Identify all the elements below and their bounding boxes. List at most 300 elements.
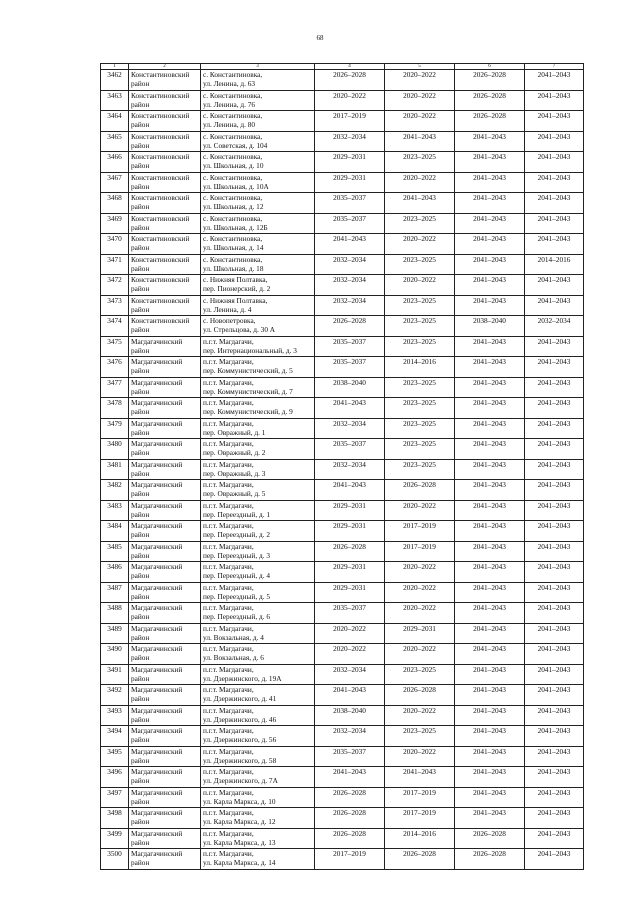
table-row: [101, 746, 584, 767]
address-cell-line: ул. Вокзальная, д. 4: [203, 632, 264, 642]
period-cell-5: 2023–2025: [385, 439, 455, 460]
address-cell-line: пер. Овражный, д. 3: [203, 468, 266, 478]
address-cell-line: с. Константиновка,: [203, 70, 263, 79]
row-number-cell: 3467: [101, 172, 129, 193]
period-cell-6: 2041–2043: [455, 152, 525, 173]
period-cell-4: 2035–2037: [315, 193, 385, 214]
period-cell-7: 2041–2043: [525, 726, 584, 747]
address-cell: [201, 439, 315, 460]
column-header: 6: [455, 64, 525, 70]
period-cell-7: 2041–2043: [525, 500, 584, 521]
district-cell-line: район: [131, 99, 150, 109]
period-cell-6: 2041–2043: [455, 746, 525, 767]
address-cell: [201, 726, 315, 747]
table-row: [101, 849, 584, 870]
address-cell: [201, 111, 315, 132]
period-cell-4: 2032–2034: [315, 726, 385, 747]
row-number-cell: 3466: [101, 152, 129, 173]
address-cell: [201, 664, 315, 685]
period-cell-6: 2026–2028: [455, 828, 525, 849]
district-cell: [129, 500, 201, 521]
period-cell-6: 2041–2043: [455, 500, 525, 521]
period-cell-5: 2020–2022: [385, 275, 455, 296]
row-number-cell: 3500: [101, 849, 129, 870]
period-cell-6: 2041–2043: [455, 562, 525, 583]
period-cell-5: 2023–2025: [385, 664, 455, 685]
address-cell-line: п.г.т. Магдагачи,: [203, 398, 254, 407]
table-row: [101, 131, 584, 152]
table-row: [101, 521, 584, 542]
table-row: [101, 480, 584, 501]
district-cell-line: район: [131, 817, 150, 826]
period-cell-7: 2041–2043: [525, 644, 584, 665]
period-cell-5: 2026–2028: [385, 685, 455, 706]
district-cell-line: Магдагачинский: [131, 357, 183, 366]
row-number-cell: 3463: [101, 90, 129, 111]
address-cell: [201, 603, 315, 624]
period-cell-4: 2035–2037: [315, 746, 385, 767]
district-cell: [129, 726, 201, 747]
period-cell-6: 2026–2028: [455, 849, 525, 870]
address-cell: [201, 398, 315, 419]
table-row: [101, 787, 584, 808]
address-cell-line: ул. Советская, д. 104: [203, 140, 268, 150]
district-cell-line: Магдагачинский: [131, 521, 183, 530]
period-cell-7: 2041–2043: [525, 439, 584, 460]
table-row: [101, 582, 584, 603]
address-cell-line: ул. Школьная, д. 10А: [203, 181, 269, 191]
period-cell-4: 2035–2037: [315, 213, 385, 234]
period-cell-7: 2041–2043: [525, 849, 584, 870]
address-cell-line: с. Константиновка,: [203, 172, 263, 182]
period-cell-7: 2041–2043: [525, 521, 584, 542]
address-cell: [201, 213, 315, 234]
period-cell-7: 2041–2043: [525, 705, 584, 726]
period-cell-7: 2041–2043: [525, 787, 584, 808]
address-cell: [201, 459, 315, 480]
district-cell: [129, 90, 201, 111]
table-row: [101, 500, 584, 521]
address-cell: [201, 828, 315, 849]
address-cell: [201, 70, 315, 91]
address-cell-line: пер. Коммунистический, д. 5: [203, 366, 293, 375]
row-number-cell: 3481: [101, 459, 129, 480]
address-cell-line: с. Константиновка,: [203, 234, 263, 243]
period-cell-7: 2041–2043: [525, 90, 584, 111]
district-cell-line: Магдагачинский: [131, 705, 183, 715]
column-header: 7: [525, 64, 584, 70]
period-cell-5: 2020–2022: [385, 234, 455, 255]
address-cell-line: п.г.т. Магдагачи,: [203, 849, 254, 858]
district-cell-line: Константиновский: [131, 172, 190, 182]
period-cell-5: 2023–2025: [385, 213, 455, 234]
district-cell-line: район: [131, 468, 150, 478]
address-cell-line: пер. Переездный, д. 2: [203, 530, 270, 539]
period-cell-4: 2017–2019: [315, 111, 385, 132]
address-cell: [201, 193, 315, 214]
address-cell-line: пер. Овражный, д. 1: [203, 427, 266, 437]
address-cell-line: с. Константиновка,: [203, 111, 263, 120]
district-cell: [129, 787, 201, 808]
period-cell-4: 2026–2028: [315, 828, 385, 849]
period-cell-5: 2020–2022: [385, 70, 455, 91]
address-cell-line: ул. Карла Маркса, д. 10: [203, 796, 276, 806]
district-cell-line: район: [131, 345, 150, 355]
period-cell-4: 2026–2028: [315, 541, 385, 562]
district-cell: [129, 336, 201, 357]
period-cell-7: 2041–2043: [525, 664, 584, 685]
district-cell-line: район: [131, 735, 150, 744]
district-cell-line: район: [131, 202, 150, 211]
period-cell-6: 2041–2043: [455, 787, 525, 808]
district-cell-line: район: [131, 386, 150, 396]
district-cell-line: район: [131, 304, 150, 314]
table-row: [101, 726, 584, 747]
period-cell-7: 2041–2043: [525, 623, 584, 644]
address-cell-line: п.г.т. Магдагачи,: [203, 418, 254, 428]
row-number-cell: 3472: [101, 275, 129, 296]
district-cell: [129, 562, 201, 583]
address-cell-line: ул. Школьная, д. 10: [203, 161, 264, 170]
district-cell-line: район: [131, 714, 150, 724]
district-cell-line: район: [131, 858, 150, 867]
district-cell-line: Константиновский: [131, 90, 190, 100]
address-cell-line: с. Нижняя Полтавка,: [203, 275, 268, 284]
period-cell-4: 2032–2034: [315, 664, 385, 685]
district-cell-line: район: [131, 407, 150, 416]
district-cell-line: Константиновский: [131, 295, 190, 305]
period-cell-6: 2041–2043: [455, 377, 525, 398]
period-cell-6: 2041–2043: [455, 685, 525, 706]
district-cell: [129, 808, 201, 829]
period-cell-5: 2020–2022: [385, 500, 455, 521]
row-number-cell: 3495: [101, 746, 129, 767]
address-cell-line: пер. Овражный, д. 5: [203, 489, 266, 498]
address-cell-line: п.г.т. Магдагачи,: [203, 664, 254, 674]
address-cell-line: пер. Коммунистический, д. 9: [203, 407, 293, 416]
district-cell: [129, 746, 201, 767]
district-cell-line: район: [131, 776, 150, 785]
address-cell: [201, 746, 315, 767]
district-cell: [129, 295, 201, 316]
period-cell-6: 2041–2043: [455, 664, 525, 685]
period-cell-5: 2023–2025: [385, 398, 455, 419]
table-row: [101, 90, 584, 111]
address-cell-line: п.г.т. Магдагачи,: [203, 480, 254, 489]
district-cell-line: район: [131, 530, 150, 539]
address-cell-line: п.г.т. Магдагачи,: [203, 726, 254, 735]
table-row: [101, 664, 584, 685]
address-cell: [201, 623, 315, 644]
address-cell-line: пер. Пионерский, д. 2: [203, 284, 271, 293]
period-cell-6: 2041–2043: [455, 336, 525, 357]
district-cell: [129, 603, 201, 624]
district-cell: [129, 418, 201, 439]
address-cell-line: ул. Карла Маркса, д. 12: [203, 817, 276, 826]
period-cell-4: 2035–2037: [315, 439, 385, 460]
period-cell-4: 2035–2037: [315, 336, 385, 357]
table-row: [101, 828, 584, 849]
period-cell-4: 2029–2031: [315, 562, 385, 583]
row-number-cell: 3485: [101, 541, 129, 562]
row-number-cell: 3469: [101, 213, 129, 234]
address-cell-line: ул. Ленина, д. 76: [203, 99, 256, 109]
period-cell-4: 2017–2019: [315, 849, 385, 870]
table-row: [101, 336, 584, 357]
period-cell-5: 2023–2025: [385, 377, 455, 398]
district-cell-line: район: [131, 796, 150, 806]
district-cell: [129, 316, 201, 337]
table-row: [101, 152, 584, 173]
address-cell-line: п.г.т. Магдагачи,: [203, 746, 254, 756]
district-cell-line: Магдагачинский: [131, 459, 183, 469]
row-number-cell: 3482: [101, 480, 129, 501]
district-cell-line: район: [131, 222, 150, 232]
period-cell-5: 2020–2022: [385, 90, 455, 111]
period-cell-7: 2041–2043: [525, 828, 584, 849]
period-cell-6: 2041–2043: [455, 603, 525, 624]
period-cell-6: 2041–2043: [455, 623, 525, 644]
address-cell-line: с. Константиновка,: [203, 152, 263, 161]
period-cell-7: 2041–2043: [525, 459, 584, 480]
address-cell-line: с. Константиновка,: [203, 90, 263, 100]
district-cell-line: район: [131, 489, 150, 498]
period-cell-7: 2041–2043: [525, 295, 584, 316]
period-cell-7: 2041–2043: [525, 131, 584, 152]
district-cell-line: Константиновский: [131, 193, 190, 202]
table-row: [101, 808, 584, 829]
district-cell: [129, 480, 201, 501]
period-cell-6: 2041–2043: [455, 234, 525, 255]
period-cell-7: 2041–2043: [525, 398, 584, 419]
address-cell-line: с. Нижняя Полтавка,: [203, 295, 268, 305]
district-cell: [129, 213, 201, 234]
period-cell-5: 2020–2022: [385, 705, 455, 726]
table-row: [101, 623, 584, 644]
district-cell-line: район: [131, 427, 150, 437]
address-cell-line: п.г.т. Магдагачи,: [203, 603, 254, 612]
address-cell-line: пер. Интернациональный, д. 3: [203, 345, 297, 355]
row-number-cell: 3497: [101, 787, 129, 808]
table-row: [101, 316, 584, 337]
address-cell-line: п.г.т. Магдагачи,: [203, 521, 254, 530]
table-row: [101, 213, 584, 234]
district-cell: [129, 131, 201, 152]
district-cell-line: Магдагачинский: [131, 480, 183, 489]
address-cell-line: ул. Карла Маркса, д. 13: [203, 837, 276, 847]
period-cell-7: 2041–2043: [525, 357, 584, 378]
period-cell-6: 2026–2028: [455, 70, 525, 91]
period-cell-4: 2041–2043: [315, 234, 385, 255]
period-cell-5: 2020–2022: [385, 582, 455, 603]
period-cell-6: 2026–2028: [455, 90, 525, 111]
district-cell-line: район: [131, 284, 150, 293]
district-cell-line: район: [131, 263, 150, 273]
table-row: [101, 603, 584, 624]
period-cell-4: 2038–2040: [315, 377, 385, 398]
district-cell-line: район: [131, 755, 150, 765]
address-cell: [201, 152, 315, 173]
row-number-cell: 3474: [101, 316, 129, 337]
address-cell-line: п.г.т. Магдагачи,: [203, 705, 254, 715]
row-number-cell: 3479: [101, 418, 129, 439]
row-number-cell: 3465: [101, 131, 129, 152]
district-cell-line: Константиновский: [131, 234, 190, 243]
period-cell-6: 2041–2043: [455, 541, 525, 562]
district-cell-line: Магдагачинский: [131, 664, 183, 674]
period-cell-6: 2041–2043: [455, 459, 525, 480]
period-cell-4: 2032–2034: [315, 459, 385, 480]
period-cell-4: 2041–2043: [315, 767, 385, 788]
period-cell-4: 2020–2022: [315, 623, 385, 644]
period-cell-7: 2041–2043: [525, 111, 584, 132]
address-cell: [201, 541, 315, 562]
district-cell: [129, 254, 201, 275]
district-cell-line: район: [131, 653, 150, 662]
period-cell-4: 2026–2028: [315, 316, 385, 337]
address-cell: [201, 357, 315, 378]
period-cell-4: 2020–2022: [315, 644, 385, 665]
address-cell-line: с. Константиновка,: [203, 213, 263, 223]
address-cell: [201, 808, 315, 829]
period-cell-6: 2041–2043: [455, 705, 525, 726]
address-cell-line: п.г.т. Магдагачи,: [203, 541, 254, 551]
period-cell-7: 2041–2043: [525, 377, 584, 398]
row-number-cell: 3490: [101, 644, 129, 665]
address-cell: [201, 234, 315, 255]
address-cell-line: ул. Дзержинского, д. 58: [203, 755, 277, 765]
address-cell-line: п.г.т. Магдагачи,: [203, 623, 254, 633]
table-row: [101, 418, 584, 439]
row-number-cell: 3499: [101, 828, 129, 849]
period-cell-4: 2032–2034: [315, 275, 385, 296]
period-cell-4: 2029–2031: [315, 521, 385, 542]
period-cell-4: 2035–2037: [315, 603, 385, 624]
district-cell-line: Константиновский: [131, 213, 190, 223]
district-cell-line: Константиновский: [131, 111, 190, 120]
period-cell-4: 2029–2031: [315, 172, 385, 193]
address-cell: [201, 295, 315, 316]
period-cell-4: 2032–2034: [315, 295, 385, 316]
table-row: [101, 234, 584, 255]
period-cell-5: 2026–2028: [385, 480, 455, 501]
period-cell-5: 2014–2016: [385, 357, 455, 378]
district-cell: [129, 459, 201, 480]
period-cell-7: 2041–2043: [525, 685, 584, 706]
district-cell: [129, 582, 201, 603]
district-cell: [129, 623, 201, 644]
period-cell-7: 2041–2043: [525, 480, 584, 501]
period-cell-4: 2041–2043: [315, 398, 385, 419]
district-cell-line: Магдагачинский: [131, 541, 183, 551]
district-cell-line: Магдагачинский: [131, 808, 183, 817]
district-cell-line: Магдагачинский: [131, 500, 183, 510]
period-cell-4: 2026–2028: [315, 70, 385, 91]
district-cell-line: район: [131, 591, 150, 601]
address-cell: [201, 705, 315, 726]
address-cell: [201, 521, 315, 542]
period-cell-4: 2035–2037: [315, 357, 385, 378]
address-cell-line: ул. Школьная, д. 18: [203, 263, 264, 273]
district-cell: [129, 70, 201, 91]
period-cell-5: 2020–2022: [385, 644, 455, 665]
address-cell: [201, 336, 315, 357]
table-row: [101, 767, 584, 788]
district-cell: [129, 644, 201, 665]
address-cell: [201, 377, 315, 398]
district-cell: [129, 439, 201, 460]
row-number-cell: 3483: [101, 500, 129, 521]
district-cell-line: Магдагачинский: [131, 418, 183, 428]
period-cell-7: 2041–2043: [525, 275, 584, 296]
district-cell-line: Константиновский: [131, 131, 190, 141]
period-cell-6: 2041–2043: [455, 193, 525, 214]
district-cell-line: Магдагачинский: [131, 828, 183, 838]
address-cell-line: пер. Переездный, д. 4: [203, 571, 270, 580]
district-cell-line: район: [131, 694, 150, 703]
address-cell-line: п.г.т. Магдагачи,: [203, 336, 254, 346]
period-cell-7: 2014–2016: [525, 254, 584, 275]
address-cell-line: пер. Переездный, д. 1: [203, 509, 270, 519]
period-cell-7: 2041–2043: [525, 70, 584, 91]
period-cell-4: 2029–2031: [315, 152, 385, 173]
district-cell-line: Магдагачинский: [131, 439, 183, 448]
table-row: [101, 295, 584, 316]
address-cell-line: пер. Овражный, д. 2: [203, 448, 266, 457]
period-cell-7: 2041–2043: [525, 767, 584, 788]
district-cell-line: Магдагачинский: [131, 603, 183, 612]
district-cell-line: Константиновский: [131, 70, 190, 79]
district-cell-line: Магдагачинский: [131, 562, 183, 571]
period-cell-6: 2041–2043: [455, 582, 525, 603]
address-cell: [201, 787, 315, 808]
address-cell-line: с. Константиновка,: [203, 193, 263, 202]
address-cell-line: п.г.т. Магдагачи,: [203, 562, 254, 571]
district-cell-line: район: [131, 837, 150, 847]
district-cell-line: район: [131, 550, 150, 560]
period-cell-5: 2023–2025: [385, 295, 455, 316]
district-cell-line: Магдагачинский: [131, 623, 183, 633]
period-cell-7: 2041–2043: [525, 562, 584, 583]
row-number-cell: 3492: [101, 685, 129, 706]
period-cell-6: 2041–2043: [455, 131, 525, 152]
address-cell: [201, 500, 315, 521]
district-cell: [129, 377, 201, 398]
district-cell-line: район: [131, 181, 150, 191]
row-number-cell: 3477: [101, 377, 129, 398]
district-cell: [129, 398, 201, 419]
address-cell-line: п.г.т. Магдагачи,: [203, 582, 254, 592]
period-cell-5: 2023–2025: [385, 152, 455, 173]
address-cell-line: п.г.т. Магдагачи,: [203, 357, 254, 366]
period-cell-6: 2041–2043: [455, 418, 525, 439]
period-cell-6: 2041–2043: [455, 480, 525, 501]
row-number-cell: 3491: [101, 664, 129, 685]
table-row: [101, 705, 584, 726]
district-cell: [129, 172, 201, 193]
address-cell: [201, 316, 315, 337]
address-cell-line: ул. Ленина, д. 63: [203, 79, 256, 88]
district-cell: [129, 357, 201, 378]
period-cell-6: 2041–2043: [455, 398, 525, 419]
address-cell: [201, 131, 315, 152]
district-cell: [129, 234, 201, 255]
period-cell-6: 2026–2028: [455, 111, 525, 132]
row-number-cell: 3476: [101, 357, 129, 378]
address-cell-line: пер. Переездный, д. 3: [203, 550, 270, 560]
table-row: [101, 275, 584, 296]
period-cell-5: 2014–2016: [385, 828, 455, 849]
